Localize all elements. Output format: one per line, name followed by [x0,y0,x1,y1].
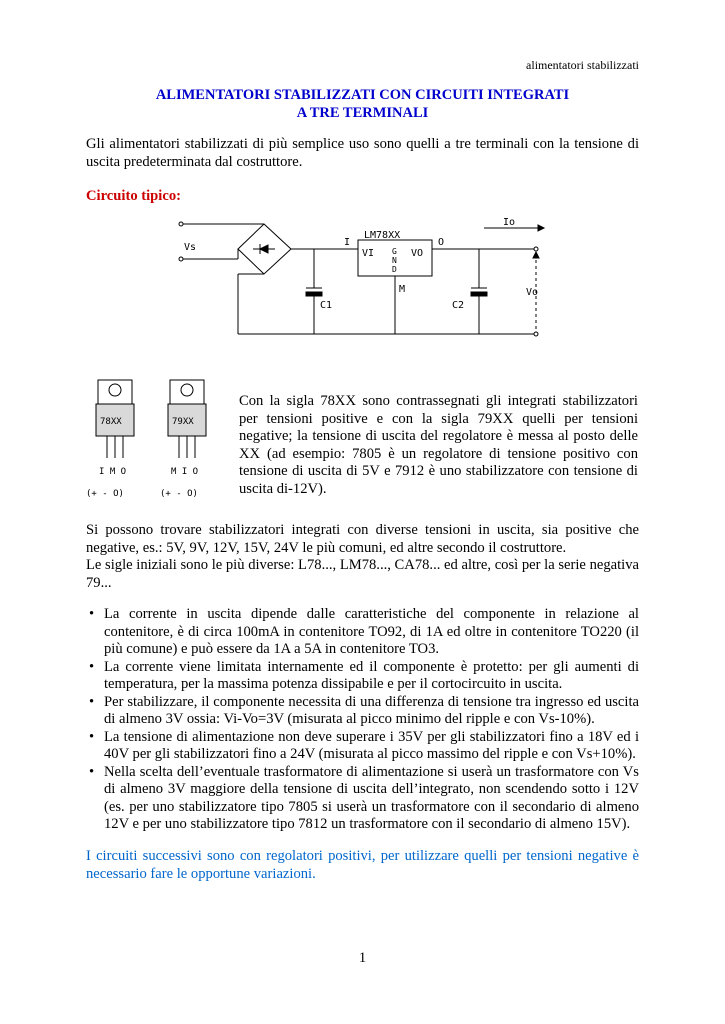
intro-paragraph: Gli alimentatori stabilizzati di più semplice uso sono quelli a tre terminali con la tensione di uscita predeterminata dal costruttore. [86,136,639,170]
list-item: • La corrente viene limitata internamente ed il componente è protetto: per gli aumenti di temperatura, per la massima potenza dissipabile e per il cortocircuito in uscita. [89,658,639,692]
bullet-icon: • [89,728,95,745]
document-title [86,86,639,122]
schematic-vi-label: VI [362,248,375,259]
pkg2-label: 79XX [172,417,194,427]
schematic-c1-label: C1 [320,300,333,311]
schematic-i-label: I [344,237,351,248]
running-header: alimentatori stabilizzati [526,58,639,72]
notes-list [86,606,639,834]
schematic-c2-label: C2 [452,300,465,311]
package-description: Con la sigla 78XX sono contrassegnati gli integrati stabilizzatori per tensioni positive e con la sigla 79XX quelli per tensioni negative; la tensione di uscita del regolatore è messa al posto delle XX (ad esempio: 7805 è un regolatore di tensione positivo con tensione di uscita di 5V e 7912 è uno stabilizzatore con tensione di uscita di-12V). [239,393,638,497]
pkg2-polarity: (+ - O) [160,489,198,499]
pkg1-pins: I M O [99,467,127,477]
output-terminal-bottom [534,332,538,336]
pkg1-label: 78XX [100,417,122,427]
list-item: • Nella scelta dell’eventuale trasformatore di alimentazione si userà un trasformatore con Vs di almeno 3V maggiore della tensione di uscita dell’integrato, non scendendo sotto i 12V (es. per uno stabilizzatore tipo 7805 si userà un trasformatore con il secondario di almeno 12V e per uno stabilizzatore tipo 7812 un trasformatore con il secondario di almeno 15V). [89,763,639,832]
schematic-io-label: Io [503,217,516,228]
bullet-icon: • [89,693,95,710]
current-arrow-icon [538,225,544,231]
schematic-gnd-n: N [392,256,397,265]
bullet-icon: • [89,658,95,675]
circuit-schematic [176,212,556,342]
output-terminal-top [534,247,538,251]
list-item: • Per stabilizzare, il componente necessita di una differenza di tensione tra ingresso ed uscita di almeno 3V ossia: Vi-Vo=3V (misurata al picco minimo del ripple e con Vs-10%). [89,693,639,727]
bullet-icon: • [89,606,95,622]
schematic-ic-label: LM78XX [364,230,401,241]
schematic-vo-out-label: Vo [526,287,539,298]
schematic-o-label: O [438,237,445,248]
schematic-gnd-g: G [392,247,397,256]
input-terminal-top [179,222,183,226]
closing-note: I circuiti successivi sono con regolatori positivi, per utilizzare quelli per tensioni negative è necessario fare le opportune variazioni. [86,848,639,882]
title-line-2: A TRE TERMINALI [296,105,429,121]
pkg2-pins: M I O [171,467,199,477]
paragraph-prefixes: Le sigle iniziali sono le più diverse: L78..., LM78..., CA78... ed altre, così per la serie negativa 79... [86,557,639,591]
schematic-vo-label: VO [411,248,424,259]
bullet-icon: • [89,763,95,780]
pkg1-polarity: (+ - O) [86,489,124,499]
ic-packages [80,374,225,502]
section-heading: Circuito tipico: [86,188,181,204]
schematic-gnd-d: D [392,265,397,274]
input-terminal-bottom [179,257,183,261]
title-line-1: ALIMENTATORI STABILIZZATI CON CIRCUITI INTEGRATI [155,87,570,103]
list-item: • La corrente in uscita dipende dalle caratteristiche del componente in relazione al contenitore, è di circa 100mA in contenitore TO92, di 1A ed oltre in contenitore TO220 (il più comune) e può essere da 1A a 5A in contenitore TO3. [89,606,639,657]
page-number: 1 [358,950,367,966]
schematic-m-label: M [399,284,406,295]
paragraph-voltages: Si possono trovare stabilizzatori integrati con diverse tensioni in uscita, sia positive che negative, es.: 5V, 9V, 12V, 15V, 24V le più comuni, ed altre secondo il costruttore. [86,522,639,556]
schematic-vs-label: Vs [184,242,197,253]
list-item: • La tensione di alimentazione non deve superare i 35V per gli stabilizzatori fino a 18V ed i 40V per gli stabilizzatori fino a 24V (misurata al picco massimo del ripple e con Vs+10%). [89,728,639,762]
